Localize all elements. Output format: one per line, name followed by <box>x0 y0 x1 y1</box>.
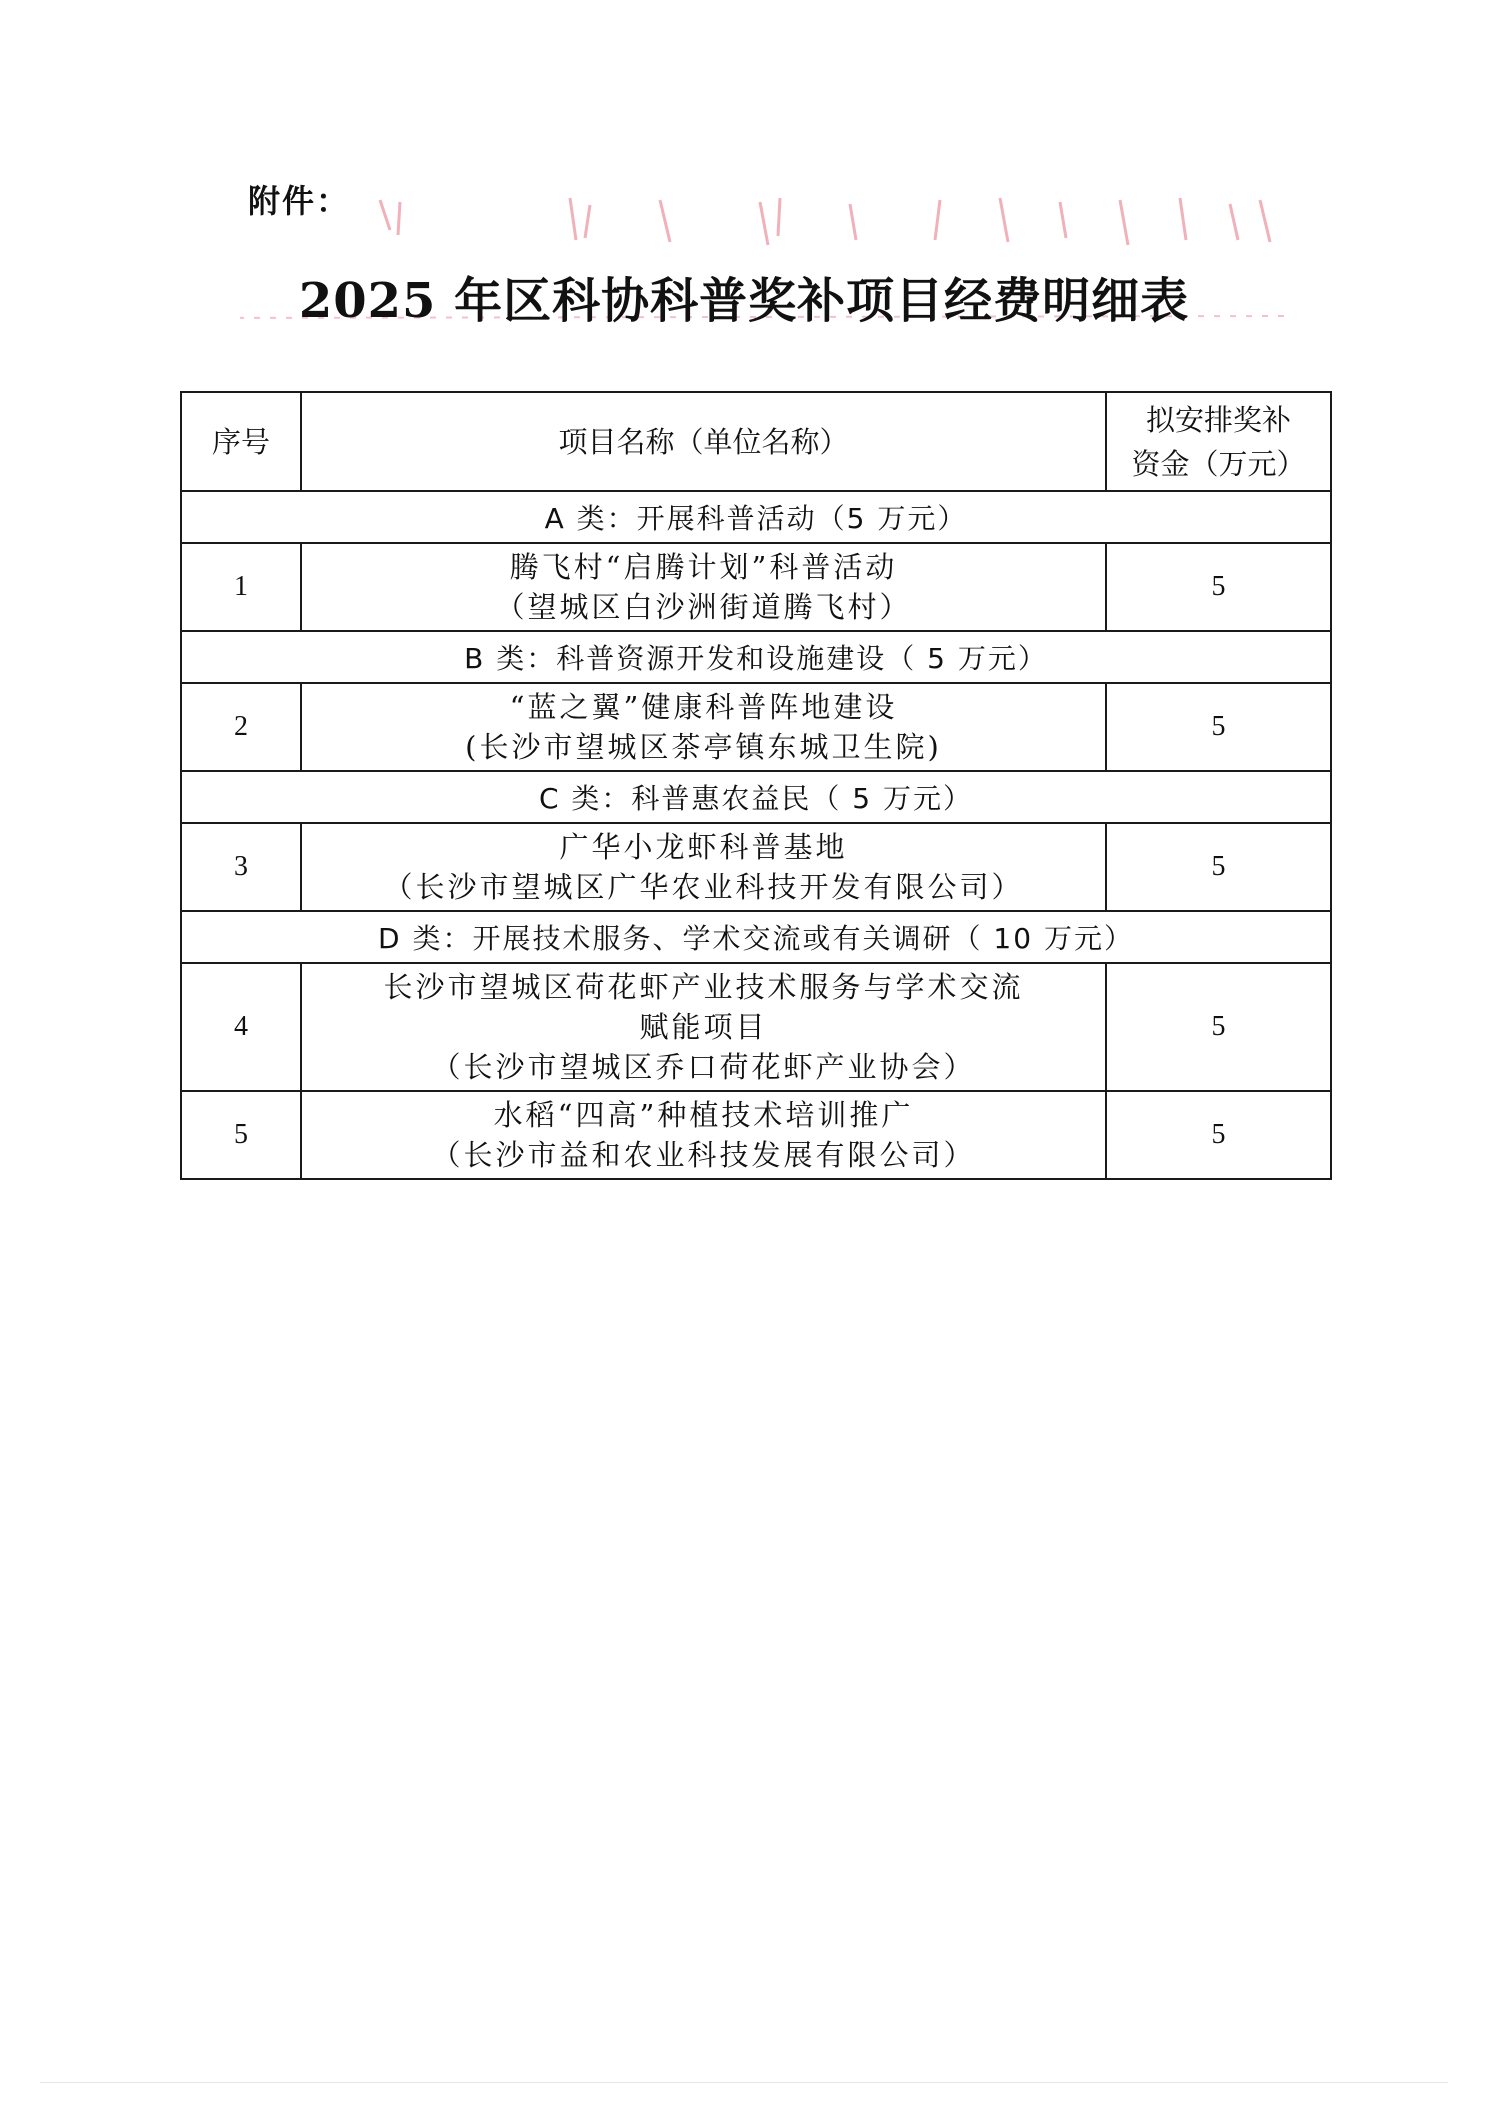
row-fund: 5 <box>1106 543 1331 631</box>
category-label: D 类：开展技术服务、学术交流或有关调研（ 10 万元） <box>181 911 1331 963</box>
column-header-fund <box>1106 392 1331 491</box>
row-fund: 5 <box>1106 823 1331 911</box>
column-header-seq: 序号 <box>181 392 301 491</box>
project-name-line: “蓝之翼”健康科普阵地建设 <box>509 690 898 724</box>
category-row-d <box>181 911 1331 963</box>
table-row <box>181 823 1331 911</box>
table-row <box>181 1091 1331 1179</box>
row-seq: 4 <box>181 963 301 1091</box>
category-row-a <box>181 491 1331 543</box>
project-name-line: (长沙市望城区茶亭镇东城卫生院) <box>465 730 942 764</box>
row-fund: 5 <box>1106 683 1331 771</box>
row-seq: 1 <box>181 543 301 631</box>
project-name-line: 水稻“四高”种植技术培训推广 <box>493 1098 914 1132</box>
table-row <box>181 543 1331 631</box>
project-name-line: （长沙市益和农业科技发展有限公司） <box>431 1138 976 1172</box>
row-project-name <box>301 963 1106 1091</box>
category-row-b <box>181 631 1331 683</box>
row-seq: 5 <box>181 1091 301 1179</box>
document-title: 2025 年区科协科普奖补项目经费明细表 <box>298 273 1190 329</box>
column-header-fund-line2: 资金（万元） <box>1131 446 1306 481</box>
scan-edge-line <box>40 2082 1448 2083</box>
category-label: B 类：科普资源开发和设施建设（ 5 万元） <box>181 631 1331 683</box>
category-row-c <box>181 771 1331 823</box>
project-name-line: 赋能项目 <box>639 1010 768 1044</box>
row-project-name <box>301 1091 1106 1179</box>
table-row <box>181 963 1331 1091</box>
project-name-line: （望城区白沙洲街道腾飞村） <box>495 590 912 624</box>
table-header-row <box>181 392 1331 491</box>
project-name-line: 广华小龙虾科普基地 <box>559 830 848 864</box>
project-name-line: 长沙市望城区荷花虾产业技术服务与学术交流 <box>383 970 1024 1004</box>
row-seq: 3 <box>181 823 301 911</box>
table-row <box>181 683 1331 771</box>
row-project-name <box>301 683 1106 771</box>
row-fund: 5 <box>1106 963 1331 1091</box>
row-project-name <box>301 543 1106 631</box>
column-header-name: 项目名称（单位名称） <box>301 392 1106 491</box>
attachment-label: 附件： <box>248 182 351 220</box>
project-name-line: 腾飞村“启腾计划”科普活动 <box>509 550 898 584</box>
funding-detail-table <box>180 391 1332 1180</box>
category-label: C 类：科普惠农益民（ 5 万元） <box>181 771 1331 823</box>
column-header-fund-line1: 拟安排奖补 <box>1145 402 1291 437</box>
category-label: A 类：开展科普活动（5 万元） <box>181 491 1331 543</box>
row-seq: 2 <box>181 683 301 771</box>
row-fund: 5 <box>1106 1091 1331 1179</box>
row-project-name <box>301 823 1106 911</box>
project-name-line: （长沙市望城区广华农业科技开发有限公司） <box>383 870 1024 904</box>
project-name-line: （长沙市望城区乔口荷花虾产业协会） <box>431 1050 976 1084</box>
